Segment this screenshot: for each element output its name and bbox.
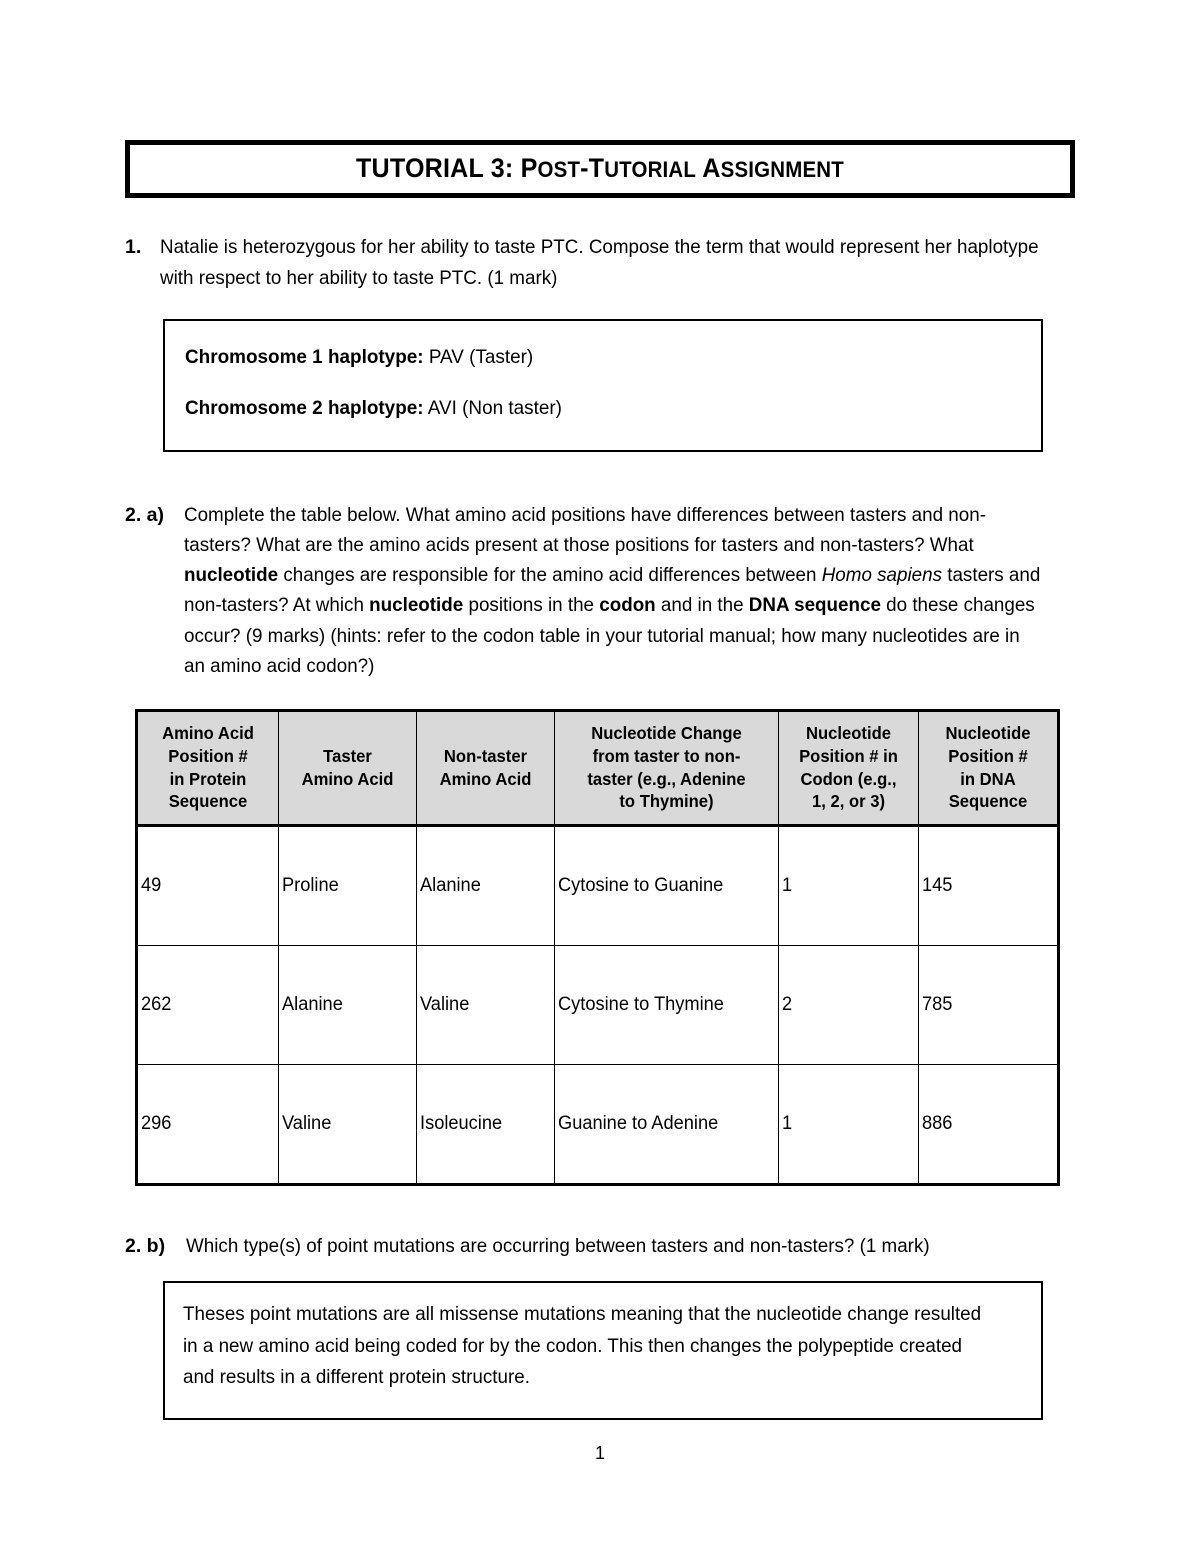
column-header-dna-position bbox=[919, 711, 1059, 826]
title-tutorial-cap: -T bbox=[580, 153, 605, 183]
title-post-rest: OST bbox=[537, 157, 581, 182]
question-2b-answer-text: Theses point mutations are all missense mutations meaning that the nucleotide change resulted in a new amino acid being coded for by the codon. This then changes the polypeptide created and results in a different protein structure. bbox=[183, 1303, 982, 1389]
header-line: Taster bbox=[323, 745, 372, 766]
question-1-number: 1. bbox=[125, 236, 142, 259]
cell-dna-position[interactable]: 785 bbox=[919, 946, 1059, 1065]
cell-position[interactable]: 49 bbox=[137, 826, 279, 946]
q2a-seg-6: do these changes occur? (9 marks) (hints: refer to the codon table in your tutorial manual; how many nucleotides are in an amino acid codon?) bbox=[184, 594, 1035, 677]
question-2a-text bbox=[184, 500, 1044, 681]
haplotype-line-1 bbox=[185, 343, 996, 372]
q2a-bold-dna-sequence: DNA sequence bbox=[748, 594, 881, 617]
assignment-title-banner bbox=[125, 140, 1075, 198]
header-line: Position # bbox=[168, 745, 248, 766]
table-row[interactable] bbox=[137, 1065, 1059, 1185]
table-row[interactable] bbox=[137, 826, 1059, 946]
question-2a-number: 2. a) bbox=[125, 503, 165, 526]
question-1-text: Natalie is heterozygous for her ability to taste PTC. Compose the term that would represent her haplotype with respect to her ability to taste PTC. (1 mark) bbox=[160, 236, 1039, 289]
cell-nucleotide-change[interactable]: Guanine to Adenine bbox=[555, 1065, 779, 1185]
cell-nucleotide-change[interactable]: Cytosine to Thymine bbox=[555, 946, 779, 1065]
question-1 bbox=[125, 232, 1075, 292]
haplotype-2-value: AVI (Non taster) bbox=[423, 397, 562, 420]
q2a-seg-1: Complete the table below. What amino acid positions have differences between tasters and non-tasters? What are the amino acids present at those positions for tasters and non-tasters? What bbox=[184, 503, 986, 556]
header-line: from taster to non- bbox=[592, 745, 741, 766]
column-header-amino-acid-position bbox=[137, 711, 279, 826]
header-line: in DNA bbox=[960, 768, 1016, 789]
q2a-seg-2: changes are responsible for the amino acid differences between bbox=[278, 564, 822, 587]
header-line: 1, 2, or 3) bbox=[811, 791, 886, 812]
question-1-answer-box[interactable] bbox=[163, 319, 1043, 452]
question-2a bbox=[125, 500, 1075, 681]
column-header-nucleotide-change bbox=[555, 711, 779, 826]
q2a-seg-3: tasters and non-tasters? At which bbox=[184, 564, 1041, 617]
cell-nontaster-aa[interactable]: Isoleucine bbox=[417, 1065, 555, 1185]
table-body bbox=[137, 826, 1059, 1185]
header-line: Amino Acid bbox=[439, 768, 532, 789]
q2a-bold-nucleotide-1: nucleotide bbox=[184, 564, 279, 587]
q2a-bold-codon: codon bbox=[599, 594, 656, 617]
column-header-codon-position bbox=[779, 711, 919, 826]
cell-nucleotide-change[interactable]: Cytosine to Guanine bbox=[555, 826, 779, 946]
header-line: Amino Acid bbox=[162, 723, 254, 744]
column-header-nontaster-amino-acid bbox=[417, 711, 555, 826]
page-content bbox=[125, 140, 1075, 1420]
header-line: Nucleotide Change bbox=[591, 723, 742, 744]
title-tutorial-rest: UTORIAL bbox=[604, 157, 697, 182]
cell-codon-position[interactable]: 2 bbox=[779, 946, 919, 1065]
haplotype-line-2 bbox=[185, 394, 996, 423]
title-main-text: TUTORIAL 3: bbox=[356, 153, 521, 183]
page-number: 1 bbox=[594, 1443, 605, 1463]
cell-position[interactable]: 262 bbox=[137, 946, 279, 1065]
q2a-seg-5: and in the bbox=[655, 594, 749, 617]
cell-taster-aa[interactable]: Proline bbox=[279, 826, 417, 946]
title-assignment-rest: SSIGNMENT bbox=[720, 157, 844, 182]
column-header-taster-amino-acid bbox=[279, 711, 417, 826]
title-post-cap: P bbox=[520, 153, 538, 183]
header-line: Position # in bbox=[799, 745, 898, 766]
header-line: to Thymine) bbox=[619, 791, 714, 812]
page-title bbox=[172, 154, 1028, 182]
cell-taster-aa[interactable]: Valine bbox=[279, 1065, 417, 1185]
mutation-table bbox=[135, 709, 1060, 1186]
header-line: Amino Acid bbox=[301, 768, 394, 789]
header-line: Sequence bbox=[168, 791, 248, 812]
haplotype-1-label: Chromosome 1 haplotype: bbox=[185, 345, 424, 368]
cell-codon-position[interactable]: 1 bbox=[779, 1065, 919, 1185]
q2a-bold-nucleotide-2: nucleotide bbox=[369, 594, 464, 617]
haplotype-1-value: PAV (Taster) bbox=[423, 345, 534, 368]
q2a-italic-species: Homo sapiens bbox=[821, 564, 943, 587]
cell-nontaster-aa[interactable]: Alanine bbox=[417, 826, 555, 946]
cell-nontaster-aa[interactable]: Valine bbox=[417, 946, 555, 1065]
cell-position[interactable]: 296 bbox=[137, 1065, 279, 1185]
q2a-seg-4: positions in the bbox=[463, 594, 600, 617]
question-2b-number: 2. b) bbox=[125, 1235, 166, 1258]
table-header bbox=[137, 711, 1059, 826]
header-line: Codon (e.g., bbox=[800, 768, 897, 789]
cell-dna-position[interactable]: 145 bbox=[919, 826, 1059, 946]
question-2b bbox=[125, 1231, 1075, 1261]
cell-codon-position[interactable]: 1 bbox=[779, 826, 919, 946]
haplotype-2-label: Chromosome 2 haplotype: bbox=[185, 397, 424, 420]
table-header-row bbox=[137, 711, 1059, 826]
cell-taster-aa[interactable]: Alanine bbox=[279, 946, 417, 1065]
header-line: Position # bbox=[948, 745, 1028, 766]
question-2b-answer-box[interactable] bbox=[163, 1281, 1043, 1420]
header-line: Non-taster bbox=[443, 745, 528, 766]
cell-dna-position[interactable]: 886 bbox=[919, 1065, 1059, 1185]
table-row[interactable] bbox=[137, 946, 1059, 1065]
header-line: taster (e.g., Adenine bbox=[587, 768, 746, 789]
header-line: Nucleotide bbox=[945, 723, 1031, 744]
header-line: Nucleotide bbox=[806, 723, 891, 744]
question-2b-text: Which type(s) of point mutations are occurring between tasters and non-tasters? (1 mark) bbox=[186, 1235, 930, 1258]
header-line: Sequence bbox=[948, 791, 1028, 812]
title-assignment-cap: A bbox=[696, 153, 721, 183]
header-line: in Protein bbox=[169, 768, 247, 789]
